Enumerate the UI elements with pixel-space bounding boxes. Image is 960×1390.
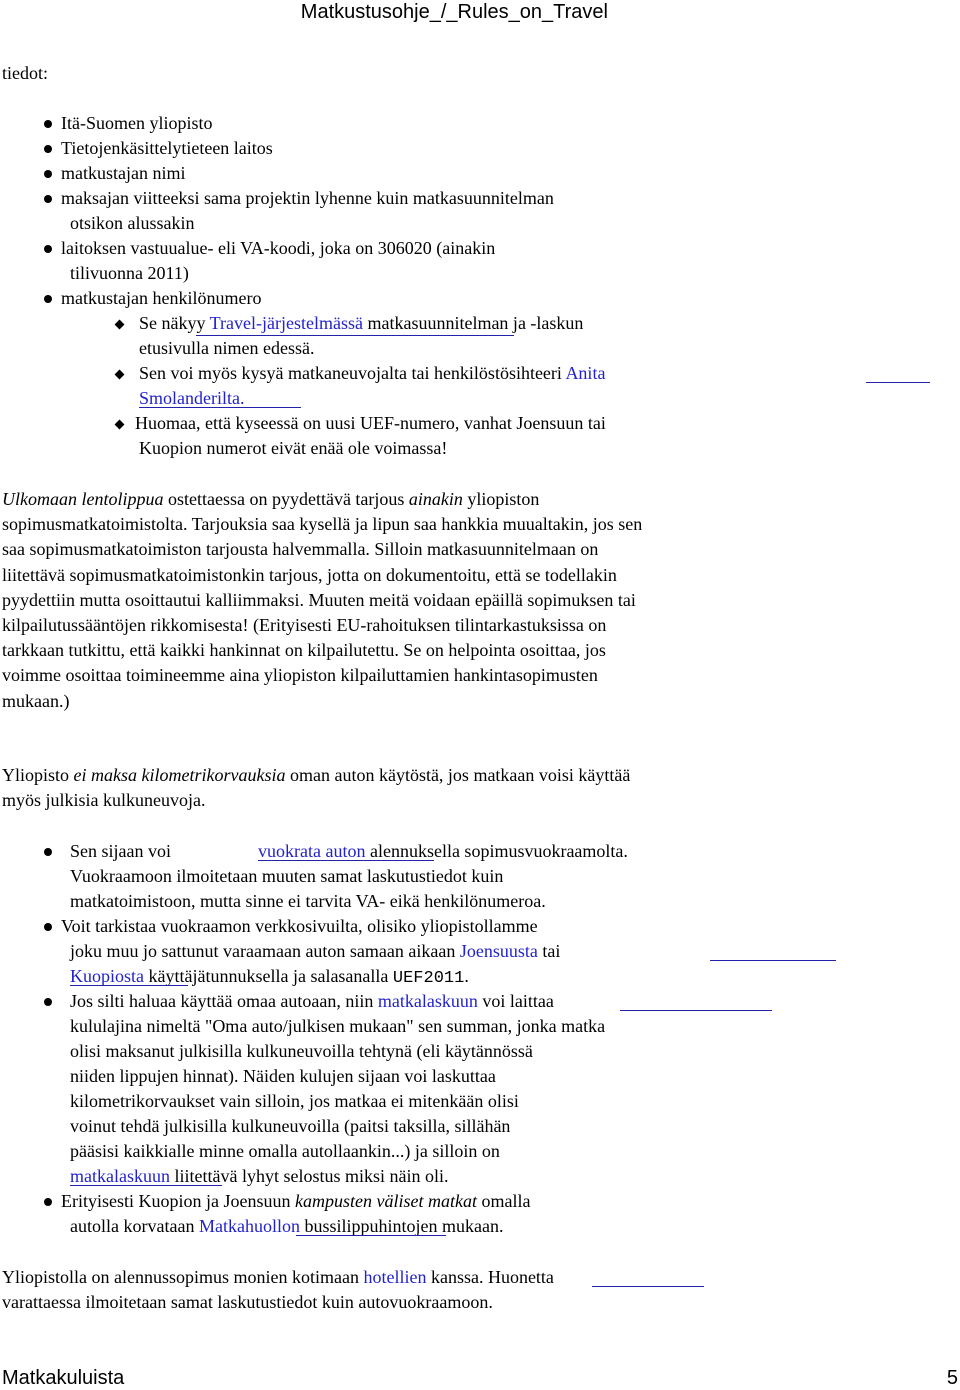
list-item: Itä-Suomen yliopisto [61, 113, 213, 133]
list-item: Sen sijaan voi [70, 841, 171, 861]
travel-system-link[interactable]: Travel-järjestelmässä [209, 313, 363, 333]
list-item-continued: autolla korvataan Matkahuollon bussilippuhintojen mukaan. [70, 1216, 504, 1236]
list-item-link-line: vuokrata auton alennuksella sopimusvuokraamolta. [258, 841, 628, 861]
list-item-continued: kululajina nimeltä "Oma auto/julkisen mukaan" sen summan, jonka matka [70, 1016, 606, 1036]
diamond-bullet-icon [115, 420, 125, 430]
bullet-icon [44, 1198, 52, 1206]
list-item-continued: Vuokraamoon ilmoitetaan muuten samat laskutustiedot kuin [70, 866, 504, 886]
list-item: Jos silti haluaa käyttää omaa autoaan, niin matkalaskuun voi laittaa [70, 991, 554, 1011]
smolander-link[interactable]: Smolanderilta. [139, 388, 245, 408]
list-item-continued: pääsisi kaikkialle minne omalla autollaankin...) ja silloin on [70, 1141, 500, 1161]
link-underline [620, 1010, 772, 1011]
link-underline [866, 382, 930, 383]
list-item-continued: tilivuonna 2011) [70, 263, 189, 283]
footer-section-title: Matkakuluista [2, 1367, 125, 1389]
diamond-bullet-icon [115, 370, 125, 380]
link-underline [296, 1235, 446, 1236]
sublist-item: Se näkyy Travel-järjestelmässä matkasuunnitelman ja -laskun [139, 313, 584, 333]
list-item-continued: voinut tehdä julkisilla kulkuneuvoilla (paitsi taksilla, sillähän [70, 1116, 511, 1136]
list-item: matkustajan henkilönumero [61, 288, 262, 308]
list-item-continued: matkatoimistoon, mutta sinne ei tarvita VA- eikä henkilönumeroa. [70, 891, 546, 911]
hotel-paragraph-line: Yliopistolla on alennussopimus monien kotimaan hotellien kanssa. Huonetta [2, 1267, 554, 1287]
bullet-icon [44, 120, 52, 128]
list-item: Tietojenkäsittelytieteen laitos [61, 138, 273, 158]
rent-car-link[interactable]: vuokrata auton [258, 841, 366, 861]
link-underline [710, 960, 836, 961]
bullet-icon [44, 848, 52, 856]
flight-ticket-paragraph: Ulkomaan lentolippua ostettaessa on pyydettävä tarjous ainakin yliopiston sopimusmatkatoimistolta. Tarjouksia saa kysellä ja lipun saa hankkia muualtakin, jos sen saa sopimusmatkatoimiston tarjousta halvemmalla. Silloin matkasuunnitelmaan on liitettävä sopimusmatkatoimistonkin tarjous, jotta on dokumentoitu, että se todellakin pyydettiin mutta osoittautui kalliimmaksi. Muuten meitä voidaan epäillä sopimuksen tai kilpailutussääntöjen rikkomisesta! (Erityisesti EU-rahoituksen tilintarkastuksissa on tarkkaan tutkittu, että kaikki hankinnat on kilpailutettu. Se on helpointa osoittaa, jos voimme osoittaa toimineemme aina yliopiston kilpailuttamien hankintasopimusten mukaan.) [2, 489, 643, 711]
link-underline [592, 1286, 704, 1287]
intro-label: tiedot: [2, 63, 48, 83]
list-item-continued: niiden lippujen hinnat). Näiden kulujen sijaan voi laskuttaa [70, 1066, 496, 1086]
bullet-icon [44, 998, 52, 1006]
list-item: maksajan viitteeksi sama projektin lyhenne kuin matkasuunnitelman [61, 188, 554, 208]
list-item-continued: Kuopiosta käyttäjätunnuksella ja salasanalla UEF2011. [70, 966, 469, 988]
anita-link[interactable]: Anita [565, 363, 606, 383]
matkahuolto-link[interactable]: Matkahuollon [198, 1216, 300, 1236]
bullet-icon [44, 245, 52, 253]
link-underline [70, 1185, 222, 1186]
link-underline [258, 860, 434, 861]
expense-claim-link-2[interactable]: matkalaskuun [70, 1166, 170, 1186]
list-item: matkustajan nimi [61, 163, 186, 183]
mileage-paragraph: Yliopisto ei maksa kilometrikorvauksia oman auton käytöstä, jos matkaan voisi käyttää myös julkisia kulkuneuvoja. [2, 765, 631, 811]
bullet-icon [44, 295, 52, 303]
expense-claim-link[interactable]: matkalaskuun [377, 991, 478, 1011]
list-item-continued: otsikon alussakin [70, 213, 195, 233]
diamond-bullet-icon [115, 320, 125, 330]
password-code: UEF2011 [392, 969, 465, 988]
document-title: Matkustusohje_/_Rules_on_Travel [300, 1, 608, 23]
link-underline [70, 985, 188, 986]
list-item-continued: matkalaskuun liitettävä lyhyt selostus miksi näin oli. [70, 1166, 449, 1186]
kuopio-link[interactable]: Kuopiosta [70, 966, 144, 986]
joensuu-link[interactable]: Joensuusta [459, 941, 538, 961]
page-number: 5 [946, 1367, 958, 1389]
sublist-item: Huomaa, että kyseessä on uusi UEF-numero, vanhat Joensuun tai [135, 413, 606, 433]
hotels-link[interactable]: hotellien [363, 1267, 427, 1287]
list-item-continued: joku muu jo sattunut varaamaan auton samaan aikaan Joensuusta tai [70, 941, 561, 961]
list-item: laitoksen vastuualue- eli VA-koodi, joka on 306020 (ainakin [61, 238, 496, 258]
list-item: Voit tarkistaa vuokraamon verkkosivuilta, olisiko yliopistollamme [61, 916, 538, 936]
sublist-item-continued: Kuopion numerot eivät enää ole voimassa! [139, 438, 448, 458]
hotel-paragraph-line: varattaessa ilmoitetaan samat laskutustiedot kuin autovuokraamoon. [2, 1292, 493, 1312]
list-item: Erityisesti Kuopion ja Joensuun kampusten väliset matkat omalla [61, 1191, 531, 1211]
bullet-icon [44, 923, 52, 931]
list-item-continued: olisi maksanut julkisilla kulkuneuvoilla tehtynä (eli käytännössä [70, 1041, 533, 1061]
bullet-icon [44, 195, 52, 203]
bullet-icon [44, 170, 52, 178]
list-item-continued: kilometrikorvaukset vain silloin, jos matkaa ei mitenkään olisi [70, 1091, 519, 1111]
bullet-icon [44, 145, 52, 153]
sublist-item: Sen voi myös kysyä matkaneuvojalta tai henkilöstösihteeri Anita [139, 363, 606, 383]
link-underline [139, 407, 301, 408]
sublist-item-continued: etusivulla nimen edessä. [139, 338, 315, 358]
